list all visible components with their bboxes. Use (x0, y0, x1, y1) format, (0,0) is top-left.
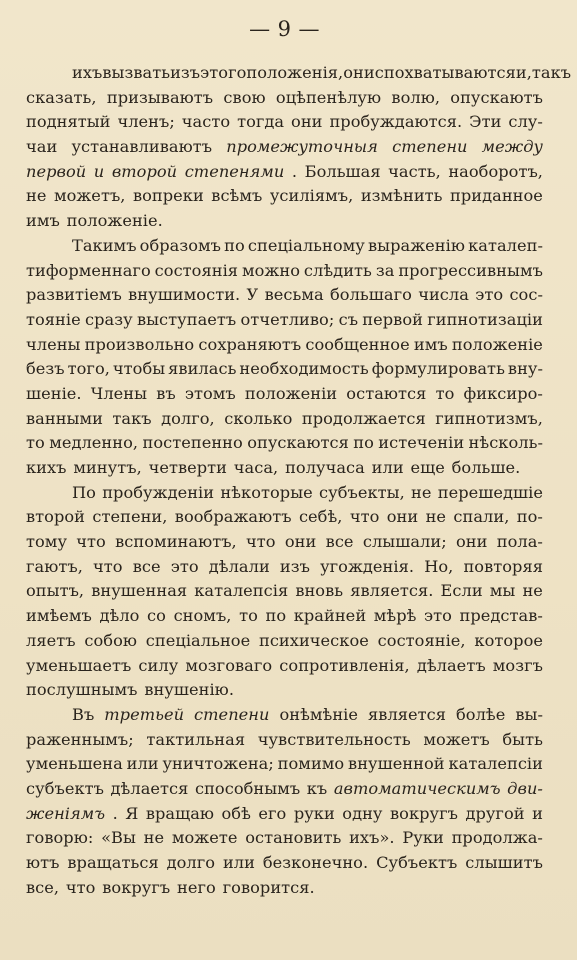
word: является (368, 704, 447, 724)
word: Эти (469, 112, 502, 132)
word: психическое (258, 630, 369, 650)
word: Въ (72, 704, 95, 724)
text-line (26, 382, 543, 407)
word: безъ (26, 359, 65, 379)
text-line (26, 481, 543, 506)
word: слышали; (362, 532, 447, 552)
word: каталепсіи (448, 754, 543, 774)
text-line (26, 61, 572, 86)
word: гипнотизмъ, (435, 408, 543, 428)
italic-word: степени (392, 137, 468, 157)
word: имъ (413, 334, 448, 354)
word: что (246, 532, 276, 552)
word: этомъ (184, 383, 236, 403)
word: они (386, 507, 419, 527)
word: воображаютъ (174, 507, 292, 527)
italic-word: промежуточныя (226, 137, 378, 157)
paragraph (26, 703, 543, 901)
word: слѣдить (303, 260, 372, 280)
word: сос- (509, 285, 543, 305)
word: вновь (295, 581, 344, 601)
word: положеніи (244, 383, 338, 403)
italic-word: и (93, 161, 105, 181)
word: раженнымъ; (26, 729, 134, 749)
word: или (222, 853, 255, 872)
text-line (26, 86, 543, 111)
word: обѣ (221, 803, 251, 823)
word: числа (418, 285, 469, 305)
word: силу (138, 655, 179, 675)
word: субъекты, (319, 482, 405, 502)
word: дѣлаетъ (416, 655, 486, 675)
page-body-text (26, 61, 572, 900)
word: это (424, 606, 452, 626)
word: Такимъ (72, 235, 137, 255)
word: что (93, 556, 123, 576)
word: долго (166, 853, 216, 872)
word: крайней (293, 606, 367, 626)
italic-word: женіямъ (26, 803, 106, 823)
word: остановить (245, 828, 342, 848)
word: вспоминаютъ, (115, 532, 237, 552)
text-line (26, 407, 543, 432)
italic-word: степени (194, 704, 270, 724)
word: не (411, 482, 432, 502)
text-line (26, 431, 543, 456)
text-line (26, 876, 543, 901)
word: Если (440, 581, 483, 601)
word: фиксиро- (463, 383, 543, 403)
word: мозговаго (185, 655, 273, 675)
word: положеніе (451, 334, 543, 354)
page-number: — 9 — (249, 17, 320, 41)
word: говорится. (222, 877, 315, 897)
word: слу- (508, 112, 543, 132)
word: усиліямъ, (269, 186, 354, 206)
word: другой (465, 803, 525, 823)
word: дѣлали (208, 556, 270, 576)
text-line (26, 530, 543, 555)
word: большаго (329, 285, 412, 305)
word: уменьшаетъ (26, 655, 132, 675)
word: опытъ, (26, 581, 85, 601)
word: вы- (515, 704, 543, 724)
word: спеціальному (247, 235, 365, 255)
text-line (26, 678, 543, 703)
word: вызвать (102, 63, 171, 82)
word: Члены (90, 383, 148, 403)
word: пробуждаются. (329, 112, 463, 132)
word: что (349, 507, 380, 527)
word: внушенная (91, 581, 188, 601)
word: опускаются (247, 433, 349, 453)
word: говорю: (26, 828, 94, 848)
word: вокругъ (389, 803, 458, 823)
word: состоянія (154, 260, 239, 280)
word: такъ (531, 63, 572, 82)
word: одну (342, 803, 383, 823)
word: каталепсія (194, 581, 289, 601)
text-line (26, 579, 543, 604)
word: не (425, 507, 447, 527)
word: быть (502, 729, 543, 749)
word: представ- (459, 606, 543, 626)
text-line (26, 505, 543, 530)
word: ихъ». (349, 828, 395, 848)
word: безконечно. (262, 853, 369, 872)
word: тактильная (146, 729, 246, 749)
word: сохраняютъ (198, 334, 302, 354)
word: все (132, 556, 161, 576)
word: со (147, 606, 166, 626)
word: тиформеннаго (26, 260, 151, 280)
text-line (26, 333, 543, 358)
word: изъ (279, 556, 310, 576)
text-line (26, 184, 543, 209)
word: тояніе (26, 309, 81, 329)
word: сообщенное (305, 334, 410, 354)
word: гаютъ, (26, 556, 83, 576)
word: первой (362, 309, 423, 329)
word: ихъ (72, 63, 103, 82)
word: опускаютъ (450, 87, 543, 107)
word: по- (516, 507, 543, 527)
word: можетъ, (53, 186, 126, 206)
word: прогрессивнымъ (398, 260, 543, 280)
word: по (353, 433, 374, 453)
word: они (455, 532, 488, 552)
word: болѣе (456, 704, 506, 724)
word: кихъ (26, 458, 67, 477)
word: уменьшена (26, 754, 123, 774)
word: по (265, 606, 287, 626)
paragraph (26, 481, 543, 703)
word: часа, (233, 458, 279, 477)
word: положеніе. (66, 211, 163, 231)
word: образомъ (139, 235, 222, 255)
text-line (26, 802, 543, 827)
word: остаются (346, 383, 427, 403)
italic-word: первой (26, 161, 87, 181)
word: мозгъ (492, 655, 543, 675)
word: нѣкоторые (220, 482, 313, 502)
word: ютъ (26, 853, 60, 872)
word: выраженію (368, 235, 465, 255)
text-line (26, 308, 543, 333)
word: второй (26, 507, 86, 527)
word: больше. (451, 458, 521, 477)
word: Я (125, 803, 139, 823)
word: У (246, 285, 259, 305)
word: собою (84, 630, 137, 650)
text-line (26, 604, 543, 629)
word: они (284, 532, 317, 552)
word: весьма (264, 285, 324, 305)
word: по (224, 235, 245, 255)
word: Субъектъ (376, 853, 458, 872)
word: минутъ, (73, 458, 142, 477)
italic-word: дви- (507, 778, 543, 798)
italic-word: степенями (184, 161, 285, 181)
word: субъектъ (26, 778, 104, 798)
word: является. (350, 581, 434, 601)
word: повторяя (463, 556, 543, 576)
word: вращаю (145, 803, 215, 823)
word: каталеп- (468, 235, 543, 255)
word: шеніе. (26, 383, 82, 403)
word: или (126, 754, 159, 774)
italic-word: третьей (104, 704, 185, 724)
word: спохватываются (374, 63, 516, 82)
word: вну- (507, 359, 543, 379)
word: мы (489, 581, 516, 601)
word: которое (474, 630, 543, 650)
word: они (291, 112, 323, 132)
word: внушенію. (144, 680, 235, 700)
word: сколько (224, 408, 293, 428)
word: мѣрѣ (373, 606, 417, 626)
word: нѣсколь- (468, 433, 543, 453)
word: можетъ (423, 729, 490, 749)
word: сказать, (26, 87, 97, 107)
word: приданное (450, 186, 543, 206)
word: не (522, 581, 543, 601)
word: то (435, 383, 455, 403)
word: формулировать (371, 359, 505, 379)
text-line (26, 851, 543, 876)
word: что (76, 532, 106, 552)
word: постепенно (142, 433, 243, 453)
word: члены (26, 334, 81, 354)
word: степени, (92, 507, 168, 527)
word: за (375, 260, 395, 280)
word: «Вы (101, 828, 136, 848)
word: . (112, 803, 118, 823)
word: продолжается (301, 408, 426, 428)
word: себѣ, (298, 507, 343, 527)
word: и, (515, 63, 532, 82)
word: можете (171, 828, 238, 848)
text-line (26, 234, 543, 259)
word: имъ (26, 211, 60, 231)
text-line (26, 777, 543, 802)
word: то (26, 433, 45, 453)
text-line (26, 357, 543, 382)
word: четверти (148, 458, 227, 477)
italic-word: второй (111, 161, 178, 181)
italic-word: автоматическимъ (333, 778, 501, 798)
word: такъ (112, 408, 152, 428)
word: волю, (391, 87, 441, 107)
word: медленно, (49, 433, 139, 453)
word: положенія, (246, 63, 344, 82)
word: членъ; (117, 112, 175, 132)
text-line (26, 826, 543, 851)
word: получаса (285, 458, 365, 477)
word: призываютъ (106, 87, 214, 107)
word: этого (200, 63, 247, 82)
word: наоборотъ, (448, 161, 543, 181)
word: состояніе, (377, 630, 466, 650)
word: вопреки (132, 186, 204, 206)
word: гипнотизаціи (427, 309, 543, 329)
word: сопротивленія, (279, 655, 410, 675)
word: и (532, 803, 543, 823)
paragraph (26, 234, 543, 481)
word: изъ (170, 63, 201, 82)
word: еще (410, 458, 445, 477)
word: пробужденіи (102, 482, 215, 502)
word: вращаться (67, 853, 159, 872)
word: угожденія. (320, 556, 415, 576)
word: отчетливо; (240, 309, 335, 329)
word: произвольно (84, 334, 195, 354)
word: Большая (304, 161, 381, 181)
word: часто (181, 112, 231, 132)
word: съ (338, 309, 359, 329)
word: сразу (85, 309, 133, 329)
text-line (26, 728, 543, 753)
word: пола- (496, 532, 543, 552)
word: все, (26, 877, 60, 897)
word: то (239, 606, 258, 626)
word: руки (293, 803, 335, 823)
word: . (291, 161, 298, 181)
word: чувствительность (257, 729, 411, 749)
word: тогда (237, 112, 285, 132)
word: необходимость (239, 359, 369, 379)
word: перешедшіе (437, 482, 543, 502)
word: свою (223, 87, 266, 107)
text-line (26, 629, 543, 654)
word: что (65, 877, 96, 897)
word: онѣмѣніе (279, 704, 359, 724)
word: продолжа- (451, 828, 543, 848)
word: уничтожена; (162, 754, 274, 774)
text-line (26, 209, 543, 234)
word: Но, (424, 556, 454, 576)
word: устанавливаютъ (71, 137, 213, 157)
word: внушимости. (128, 285, 241, 305)
word: спеціальное (145, 630, 251, 650)
word: дѣлается (110, 778, 189, 798)
word: они (343, 63, 375, 82)
word: оцѣпенѣлую (275, 87, 382, 107)
word: ляетъ (26, 630, 76, 650)
word: способнымъ (194, 778, 301, 798)
text-line (26, 259, 543, 284)
word: слышитъ (465, 853, 543, 872)
word: истеченіи (378, 433, 465, 453)
word: того, (67, 359, 110, 379)
word: развитіемъ (26, 285, 122, 305)
word: выступаетъ (136, 309, 237, 329)
word: ванными (26, 408, 103, 428)
word: его (258, 803, 287, 823)
text-line (26, 752, 543, 777)
text-line (26, 283, 543, 308)
word: Руки (402, 828, 444, 848)
word: измѣнить (360, 186, 443, 206)
text-line (26, 110, 543, 135)
word: чтобы (112, 359, 166, 379)
word: По (72, 482, 96, 502)
word: вокругъ (102, 877, 171, 897)
word: въ (156, 383, 176, 403)
text-line (26, 654, 543, 679)
word: или (371, 458, 404, 477)
word: сномъ, (173, 606, 232, 626)
italic-word: между (481, 137, 543, 157)
text-line (26, 456, 543, 481)
word: это (170, 556, 199, 576)
word: имѣемъ (26, 606, 92, 626)
word: всѣмъ (211, 186, 263, 206)
word: не (26, 186, 47, 206)
word: послушнымъ (26, 680, 138, 700)
word: можно (241, 260, 300, 280)
word: него (177, 877, 216, 897)
word: тому (26, 532, 68, 552)
word: долго, (161, 408, 215, 428)
word: часть, (388, 161, 441, 181)
word: дѣло (99, 606, 140, 626)
word: къ (306, 778, 328, 798)
text-line (26, 135, 543, 160)
text-line (26, 160, 543, 185)
word: поднятый (26, 112, 111, 132)
word: явилась (168, 359, 237, 379)
word: все (325, 532, 354, 552)
word: внушенной (348, 754, 445, 774)
text-line (26, 703, 543, 728)
word: это (475, 285, 504, 305)
word: не (143, 828, 165, 848)
text-line (26, 555, 543, 580)
word: помимо (277, 754, 345, 774)
paragraph (26, 61, 572, 234)
word: чаи (26, 137, 58, 157)
word: спали, (453, 507, 510, 527)
